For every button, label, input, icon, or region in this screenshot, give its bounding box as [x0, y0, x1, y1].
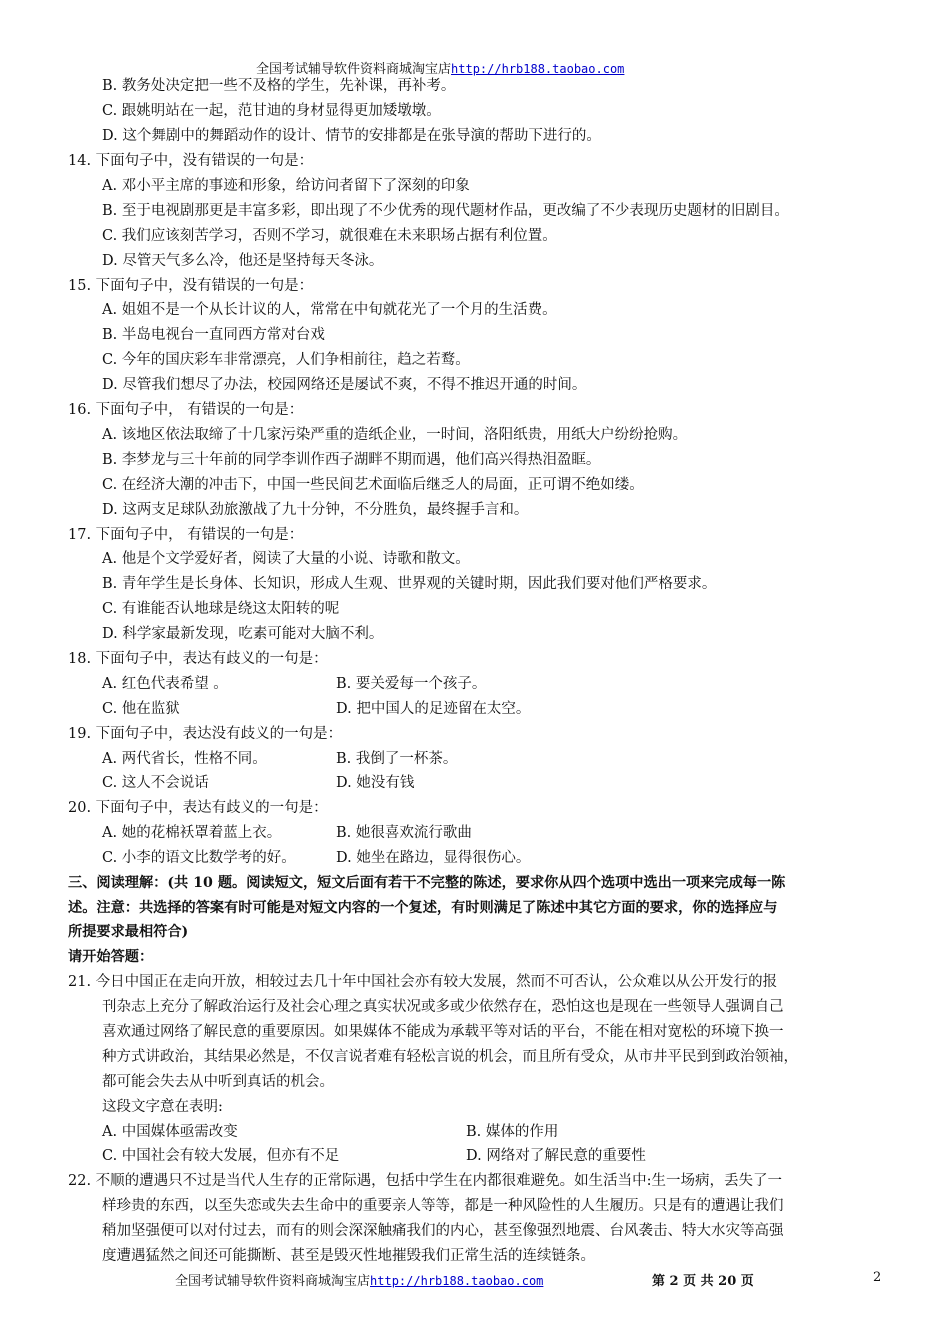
q14-stem: 14. 下面句子中，没有错误的一句是： [68, 153, 314, 169]
section-start-prompt: 请开始答题： [68, 949, 154, 965]
q20-option-d: D. 她坐在路边，显得很伤心。 [336, 850, 531, 866]
q18-option-a: A. 红色代表希望 。 [102, 676, 228, 692]
footer-text: 全国考试辅导软件资料商城淘宝店 [175, 1274, 371, 1289]
q19-option-a: A. 两代省长，性格不同。 [102, 751, 267, 767]
q13-option-c: C. 跟姚明站在一起，范甘迪的身材显得更加矮墩墩。 [102, 103, 441, 119]
q14-option-c: C. 我们应该刻苦学习，否则不学习，就很难在未来职场占据有利位置。 [102, 228, 557, 244]
q22-passage-line: 度遭遇猛然之间还可能撕断、甚至是毁灭性地摧毁我们正常生活的连续链条。 [102, 1248, 595, 1264]
q18-option-d: D. 把中国人的足迹留在太空。 [336, 701, 531, 717]
q20-stem: 20. 下面句子中，表达有歧义的一句是： [68, 800, 328, 816]
q21-passage-line: 21. 今日中国正在走向开放，相较过去几十年中国社会亦有较大发展，然而不可否认，公众难以从公开发行的报 [68, 974, 778, 990]
q22-passage-line: 样珍贵的东西，以至失恋或失去生命中的重要亲人等等，都是一种风险性的人生履历。只是有的遭遇让我们 [102, 1198, 784, 1214]
q21-passage-line: 都可能会失去从中听到真话的机会。 [102, 1074, 334, 1090]
header-text: 全国考试辅导软件资料商城淘宝店 [256, 62, 452, 77]
page-header [256, 58, 624, 77]
q17-stem: 17. 下面句子中， 有错误的一句是： [68, 527, 304, 543]
q21-question: 这段文字意在表明: [102, 1099, 223, 1115]
footer-link[interactable]: http://hrb188.taobao.com [370, 1274, 544, 1288]
page-footer [175, 1270, 543, 1289]
q19-option-d: D. 她没有钱 [336, 775, 415, 791]
header-link[interactable]: http://hrb188.taobao.com [451, 62, 625, 76]
q18-stem: 18. 下面句子中，表达有歧义的一句是： [68, 651, 328, 667]
q14-option-d: D. 尽管天气多么冷，他还是坚持每天冬泳。 [102, 253, 384, 269]
section-heading-line-3: 所提要求最相符合) [68, 924, 189, 940]
q14-option-a: A. 邓小平主席的事迹和形象，给访问者留下了深刻的印象 [102, 178, 470, 194]
q21-passage-line: 喜欢通过网络了解民意的重要原因。如果媒体不能成为承载平等对话的平台，不能在相对宽松的环境下换一 [102, 1024, 784, 1040]
q22-passage-line: 稍加坚强便可以对付过去，而有的则会深深触痛我们的内心，甚至像强烈地震、台风袭击、特大水灾等高强 [102, 1223, 784, 1239]
q20-option-a: A. 她的花棉袄罩着蓝上衣。 [102, 825, 282, 841]
q16-option-b: B. 李梦龙与三十年前的同学李训作西子湖畔不期而遇，他们高兴得热泪盈眶。 [102, 452, 601, 468]
q21-passage-line: 种方式讲政治，其结果必然是，不仅言说者难有轻松言说的机会，而且所有受众，从市井平民到到政治领袖， [102, 1049, 798, 1065]
q16-option-c: C. 在经济大潮的冲击下，中国一些民间艺术面临后继乏人的局面，正可谓不绝如缕。 [102, 477, 644, 493]
q15-stem: 15. 下面句子中，没有错误的一句是： [68, 278, 314, 294]
section-heading-line-1: 三、阅读理解：(共 10 题。阅读短文，短文后面有若干不完整的陈述，要求你从四个选项中选出一项来完成每一陈 [68, 875, 786, 891]
q20-option-c: C. 小李的语文比数学考的好。 [102, 850, 296, 866]
q15-option-a: A. 姐姐不是一个从长计议的人，常常在中旬就花光了一个月的生活费。 [102, 302, 557, 318]
page-number: 2 [873, 1270, 882, 1285]
q18-option-c: C. 他在监狱 [102, 701, 180, 717]
page-counter: 第 2 页 共 20 页 [652, 1274, 754, 1289]
q21-option-d: D. 网络对了解民意的重要性 [466, 1148, 646, 1164]
q18-option-b: B. 要关爱每一个孩子。 [336, 676, 487, 692]
q16-option-a: A. 该地区依法取缔了十几家污染严重的造纸企业，一时间，洛阳纸贵，用纸大户纷纷抢购。 [102, 427, 688, 443]
q19-stem: 19. 下面句子中，表达没有歧义的一句是： [68, 726, 343, 742]
q15-option-d: D. 尽管我们想尽了办法，校园网络还是屡试不爽，不得不推迟开通的时间。 [102, 377, 587, 393]
q21-option-c: C. 中国社会有较大发展，但亦有不足 [102, 1148, 340, 1164]
q19-option-c: C. 这人不会说话 [102, 775, 209, 791]
q13-option-b: B. 教务处决定把一些不及格的学生，先补课，再补考。 [102, 78, 456, 94]
q16-stem: 16. 下面句子中， 有错误的一句是： [68, 402, 304, 418]
q16-option-d: D. 这两支足球队劲旅激战了九十分钟，不分胜负，最终握手言和。 [102, 502, 529, 518]
q17-option-a: A. 他是个文学爱好者，阅读了大量的小说、诗歌和散文。 [102, 551, 470, 567]
q17-option-d: D. 科学家最新发现，吃素可能对大脑不利。 [102, 626, 384, 642]
q17-option-c: C. 有谁能否认地球是绕这太阳转的呢 [102, 601, 340, 617]
q21-option-a: A. 中国媒体亟需改变 [102, 1124, 238, 1140]
q21-passage-line: 刊杂志上充分了解政治运行及社会心理之真实状况或多或少依然存在，恐怕这也是现在一些领导人强调自己 [102, 999, 784, 1015]
q13-option-d: D. 这个舞剧中的舞蹈动作的设计、情节的安排都是在张导演的帮助下进行的。 [102, 128, 601, 144]
section-heading-line-2: 述。注意：共选择的答案有时可能是对短文内容的一个复述，有时则满足了陈述中其它方面的要求，你的选择应与 [68, 900, 778, 916]
q17-option-b: B. 青年学生是长身体、长知识，形成人生观、世界观的关键时期，因此我们要对他们严格要求。 [102, 576, 717, 592]
q22-passage-line: 22. 不顺的遭遇只不过是当代人生存的正常际遇，包括中学生在内都很难避免。如生活当中:生一场病，丢失了一 [68, 1173, 783, 1189]
q15-option-c: C. 今年的国庆彩车非常漂亮，人们争相前往，趋之若鹜。 [102, 352, 470, 368]
q15-option-b: B. 半岛电视台一直同西方常对台戏 [102, 327, 325, 343]
q14-option-b: B. 至于电视剧那更是丰富多彩，即出现了不少优秀的现代题材作品，更改编了不少表现历史题材的旧剧目。 [102, 203, 789, 219]
q19-option-b: B. 我倒了一杯茶。 [336, 751, 458, 767]
q20-option-b: B. 她很喜欢流行歌曲 [336, 825, 472, 841]
q21-option-b: B. 媒体的作用 [466, 1124, 559, 1140]
